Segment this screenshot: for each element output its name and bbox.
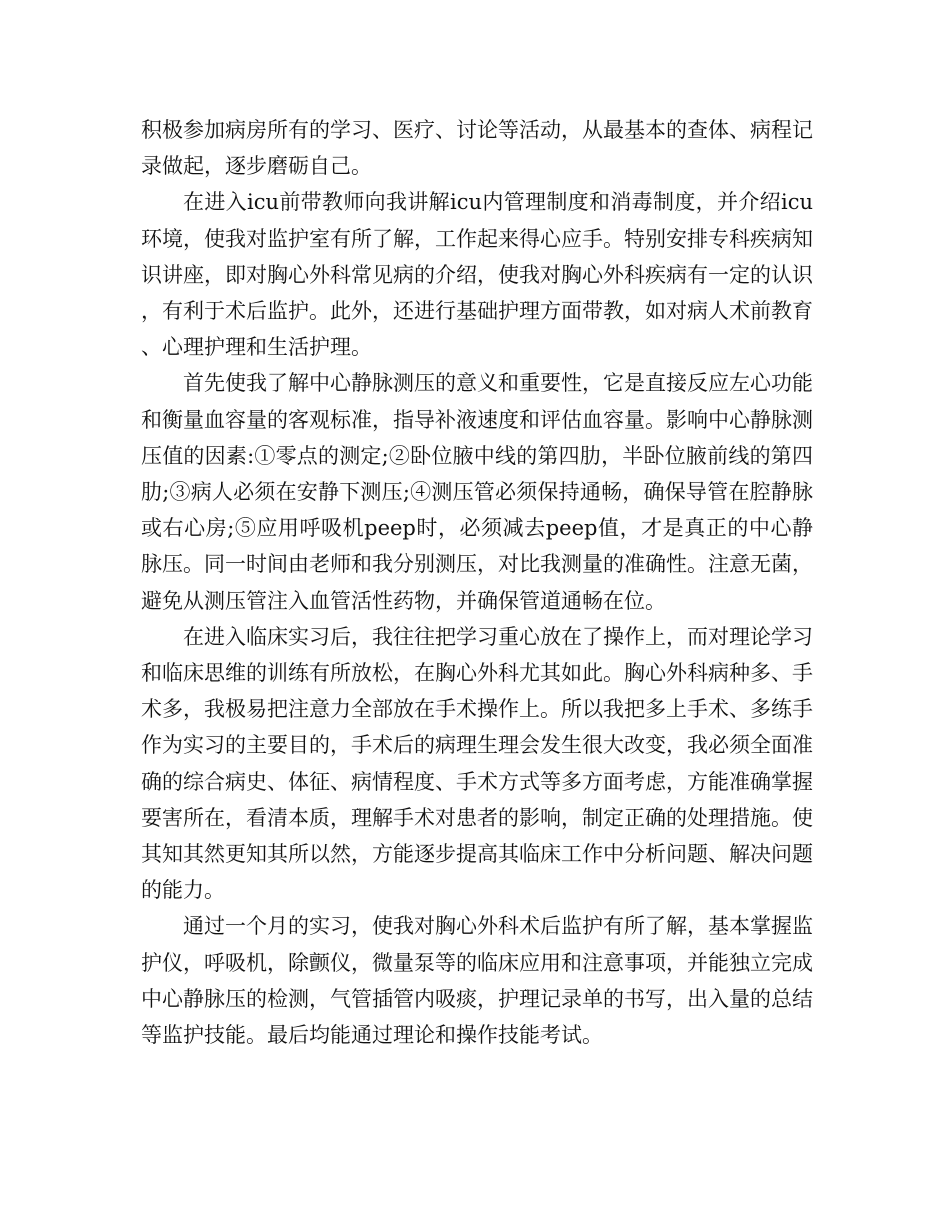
paragraph-1: 积极参加病房所有的学习、医疗、讨论等活动，从最基本的查体、病程记录做起，逐步磨砺自己。: [141, 118, 813, 179]
document-page: [141, 112, 813, 1053]
paragraph-3: 首先使我了解中心静脉测压的意义和重要性，它是直接反应左心功能和衡量血容量的客观标准，指导补液速度和评估血容量。影响中心静脉测压值的因素:①零点的测定;②卧位腋中线的第四肋，半卧位腋前线的第四肋;③病人必须在安静下测压;④测压管必须保持通畅，确保导管在腔静脉或右心房;⑤应用呼吸机peep时，必须减去peep值，才是真正的中心静脉压。同一时间由老师和我分别测压，对比我测量的准确性。注意无菌，避免从测压管注入血管活性药物，并确保管道通畅在位。: [141, 371, 813, 613]
paragraph-5: 通过一个月的实习，使我对胸心外科术后监护有所了解，基本掌握监护仪，呼吸机，除颤仪，微量泵等的临床应用和注意事项，并能独立完成中心静脉压的检测，气管插管内吸痰，护理记录单的书写，出入量的总结等监护技能。最后均能通过理论和操作技能考试。: [141, 914, 813, 1048]
paragraph-2: 在进入icu前带教师向我讲解icu内管理制度和消毒制度，并介绍icu环境，使我对监护室有所了解，工作起来得心应手。特别安排专科疾病知识讲座，即对胸心外科常见病的介绍，使我对胸心外科疾病有一定的认识，有利于术后监护。此外，还进行基础护理方面带教，如对病人术前教育、心理护理和生活护理。: [141, 190, 813, 360]
paragraph-4: 在进入临床实习后，我往往把学习重心放在了操作上，而对理论学习和临床思维的训练有所放松，在胸心外科尤其如此。胸心外科病种多、手术多，我极易把注意力全部放在手术操作上。所以我把多上手术、多练手作为实习的主要目的，手术后的病理生理会发生很大改变，我必须全面准确的综合病史、体征、病情程度、手术方式等多方面考虑，方能准确掌握要害所在，看清本质，理解手术对患者的影响，制定正确的处理措施。使其知其然更知其所以然，方能逐步提高其临床工作中分析问题、解决问题的能力。: [141, 624, 813, 903]
